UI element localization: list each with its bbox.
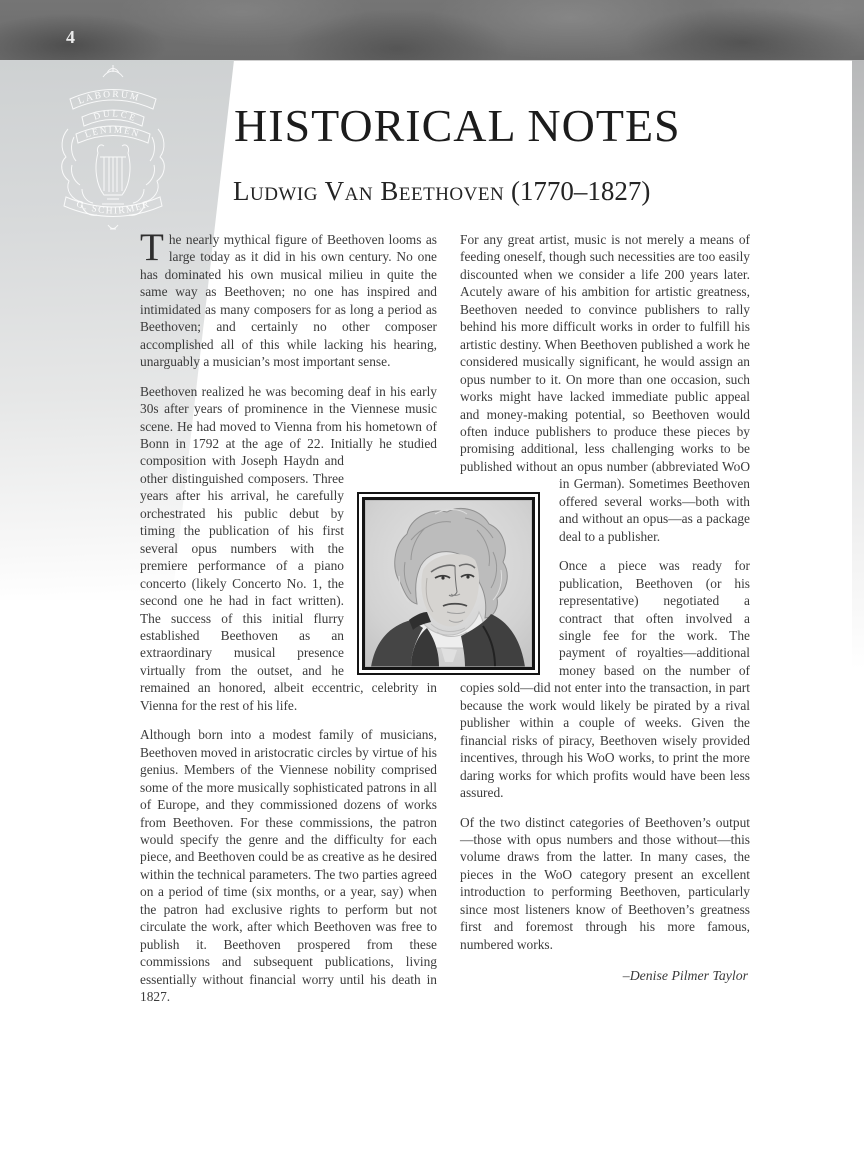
composer-dates: (1770–1827) — [510, 176, 651, 206]
page-title: HISTORICAL NOTES — [234, 100, 681, 151]
paragraph-text: in German). Sometimes Beethoven offered several works—both with and without an opus—as a package deal to a publisher. — [559, 476, 750, 544]
drop-cap: T — [140, 226, 164, 269]
paragraph-text: For any great artist, music is not merely a means of feeding oneself, though such necessities are too easily discounted when we consider a life 200 years later. Acutely aware of his ambition for artistic greatness, Beethoven needed to convince publishers to rally behind his more difficult works in order to fulfill his artistic destiny. When Beethoven published a work he considered musically significant, he would assign an opus number to it. On more than one occasion, such works might have lacked immediate public appeal and money-making potential, so Beethoven would often induce publishers to produce these pieces by promising additional, less challenging works to be published without an opus number (abbreviated WoO — [460, 232, 750, 474]
logo-wreath-left-inner — [71, 137, 93, 203]
portrait-inner-frame — [362, 497, 535, 670]
composer-name: Ludwig Van Beethoven — [233, 176, 505, 206]
right-edge-shading — [852, 60, 864, 670]
paragraph — [140, 726, 437, 1005]
svg-text:LENIMEN — [83, 124, 141, 139]
svg-text:G. SCHIRMER — [75, 199, 152, 216]
logo-publisher-name: G. SCHIRMER — [74, 199, 152, 217]
logo-lyre-scrolls — [97, 145, 128, 153]
paragraph-text: composition with Joseph Haydn and other distinguished composers. Three years after his arrival, he carefully orchestrated his public debut by timing the publication of his first several opus numbers with the premiere performance of a piano concerto (likely Concerto No. 1, the second one he had in fact written). The success of this initial flurry established Beethoven as an extraordinary musical presence virtually from the outset, and he remained an honored, albeit eccentric, celebrity in Vienna for the rest of his life. — [140, 453, 437, 713]
paragraph-text: Of the two distinct categories of Beethoven’s output—those with opus numbers and those without—this volume draws from the latter. In many cases, the pieces in the WoO category present an excellent introduction to performing Beethoven, particularly since most listeners know of Beethoven’s greatness first and foremost through his more famous, numbered works. — [460, 814, 750, 952]
paragraph-text: he nearly mythical figure of Beethoven looms as large today as it did in his own century. No one has dominated his own musical milieu in quite the same way as Beethoven; no one has inspired and intimidated as many composers for as long a period as Beethoven; and certainly no other composer accomplished all of this while lacking his hearing, unarguably a musician’s most important sense. — [140, 232, 437, 370]
composer-heading — [233, 176, 650, 207]
logo-motto-3: LENIMEN — [83, 124, 142, 140]
header-texture-band — [0, 0, 864, 60]
svg-text:LABORUM — [77, 90, 141, 107]
logo-motto-1: LABORUM — [76, 89, 142, 107]
paragraph-text: Once a piece was ready for publication, Beethoven (or his representative) negotiated a contract that often involved a single fee for the work. The payment of royalties—additional money based on the number of copies sold—did not enter into the transaction, in part because the work would likely be pirated by a rival publisher within a couple of weeks. Given the financial risks of piracy, Beethoven wisely provided incentives, through his WoO works, to print the more daring works for which profits would have been less assured. — [460, 558, 750, 801]
paragraph-text: Although born into a modest family of musicians, Beethoven moved in aristocratic circles by virtue of his genius. Members of the Viennese nobility comprised some of the more musically sophisticated patrons in all of Europe, and they commissioned dozens of works from Beethoven. For these commissions, the patron would specify the genre and the difficulty for each piece, and Beethoven could be as creative as he desired within the technical parameters. The two parties agreed on a period of time (six months, or a year, say) when the patron had exclusive rights to perform but not circulate the work, after which Beethoven was free to publish it. Beethoven prospered from these commissions and subsequent publications, living essentially without financial worry until his death in 1827. — [140, 727, 437, 1005]
logo-motto-2: DULCE — [92, 108, 139, 124]
paragraph — [140, 226, 437, 371]
schirmer-emblem-logo — [52, 63, 174, 235]
logo-wreath-right-inner — [133, 137, 155, 203]
logo-lyre-base — [102, 199, 124, 204]
logo-lyre-strings — [100, 157, 126, 192]
beethoven-portrait — [365, 500, 532, 667]
logo-top-flourish — [103, 65, 123, 77]
page-number: 4 — [66, 27, 75, 47]
paragraph — [460, 814, 750, 954]
portrait-frame — [357, 492, 540, 675]
logo-bottom-flourish — [108, 225, 118, 229]
author-attribution: –Denise Pilmer Taylor — [622, 968, 748, 984]
paragraph-text: Beethoven realized he was becoming deaf in his early 30s after years of prominence in the Viennese music scene. He had moved to Vienna from his hometown of Bonn in 1792 at the age of 22. Initially he studied — [140, 383, 437, 451]
